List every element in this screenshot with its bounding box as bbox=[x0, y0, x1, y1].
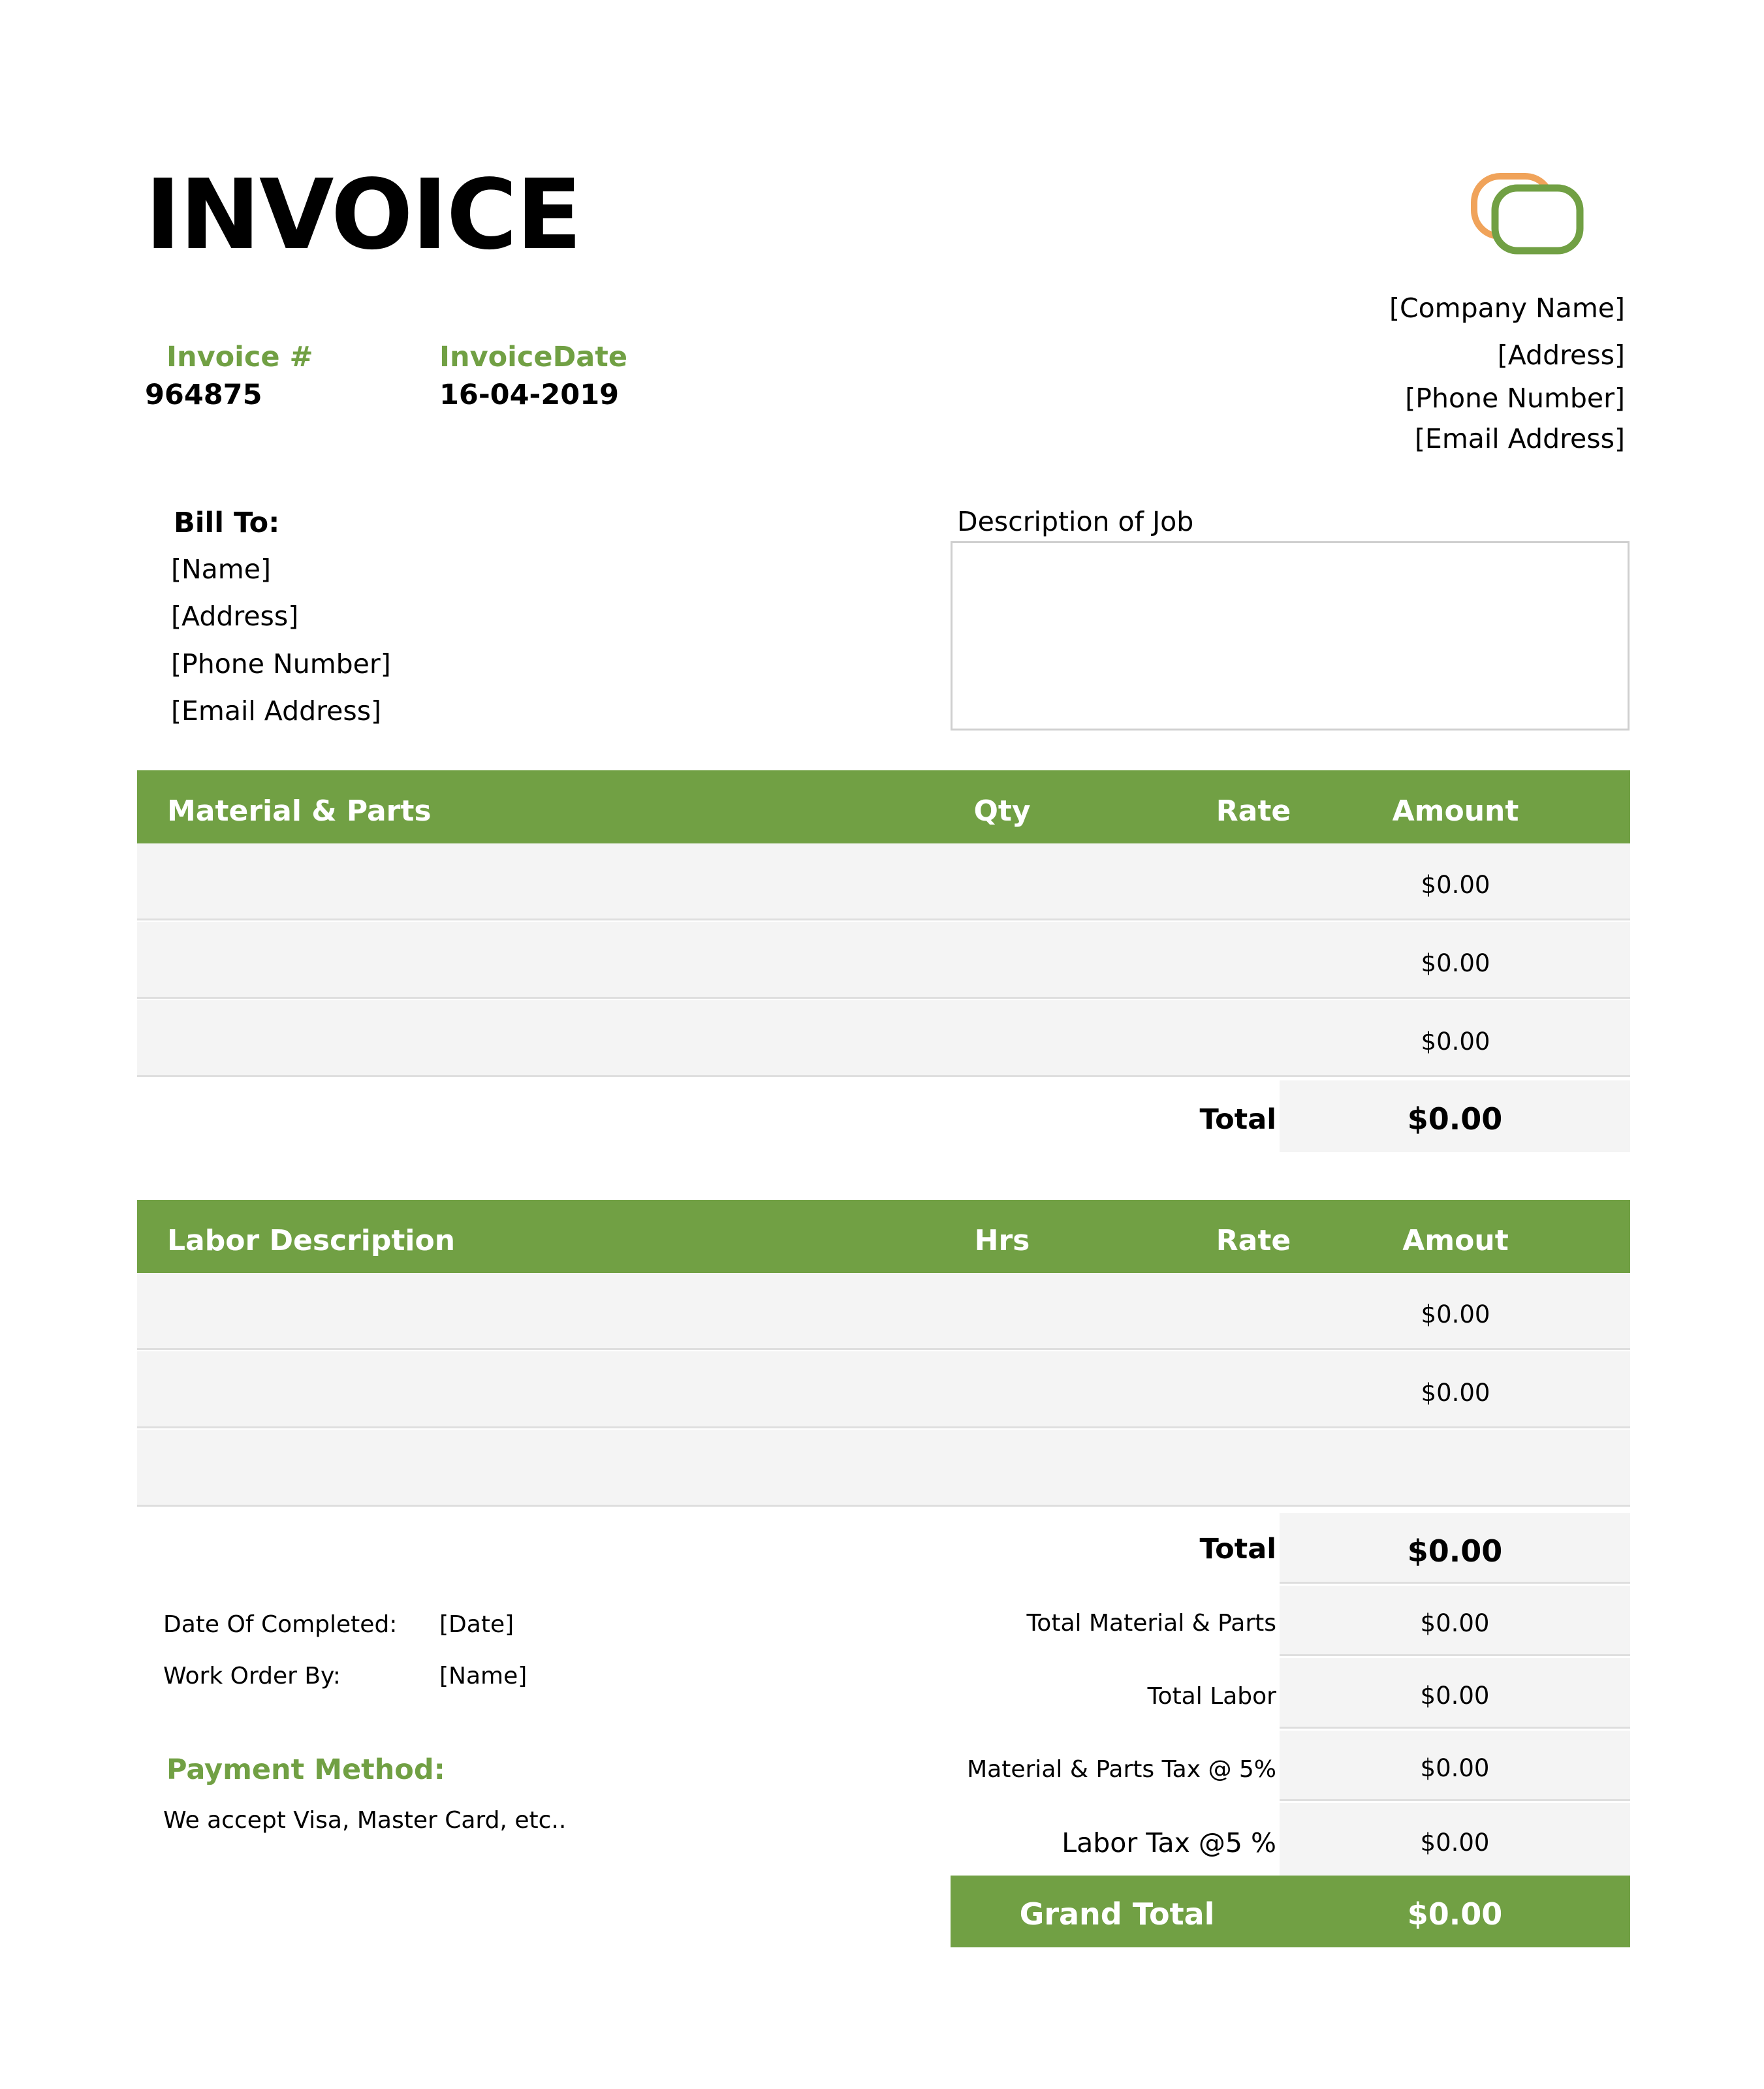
bill-to-label: Bill To: bbox=[174, 507, 280, 539]
company-phone: [Phone Number] bbox=[1405, 383, 1625, 414]
labor-header-amount: Amout bbox=[1402, 1224, 1509, 1257]
materials-header-rate: Rate bbox=[1216, 794, 1291, 828]
labor-header-hrs: Hrs bbox=[974, 1224, 1030, 1257]
labor-tax-label: Labor Tax @5 % bbox=[1062, 1827, 1276, 1859]
labor-total-label: Total bbox=[1199, 1533, 1276, 1565]
total-material-cell bbox=[1280, 1586, 1630, 1656]
grand-total-value: $0.00 bbox=[1407, 1896, 1503, 1932]
materials-total-label: Total bbox=[1199, 1103, 1276, 1136]
date-completed-label: Date Of Completed: bbox=[163, 1611, 398, 1638]
bill-to-name: [Name] bbox=[171, 554, 271, 585]
grand-total-bar bbox=[951, 1876, 1630, 1947]
job-description-box[interactable] bbox=[951, 541, 1630, 730]
labor-total: $0.00 bbox=[1407, 1533, 1503, 1569]
invoice-date-label: InvoiceDate bbox=[439, 341, 628, 373]
invoice-date: 16-04-2019 bbox=[439, 379, 620, 411]
labor-header-row bbox=[137, 1200, 1630, 1273]
labor-table bbox=[137, 1200, 1630, 1513]
materials-total-cell bbox=[1280, 1080, 1630, 1152]
work-order-label: Work Order By: bbox=[163, 1663, 341, 1689]
labor-row-amount: $0.00 bbox=[1421, 1379, 1490, 1407]
invoice-title: INVOICE bbox=[145, 159, 581, 271]
table-row[interactable] bbox=[137, 1351, 1630, 1428]
payment-method-label: Payment Method: bbox=[166, 1753, 445, 1786]
labor-row-amount: $0.00 bbox=[1421, 1300, 1490, 1328]
table-row[interactable] bbox=[137, 922, 1630, 999]
bill-to-address: [Address] bbox=[171, 601, 299, 632]
material-tax-value: $0.00 bbox=[1420, 1754, 1490, 1782]
table-row[interactable] bbox=[137, 1000, 1630, 1077]
total-labor-label: Total Labor bbox=[1147, 1683, 1276, 1710]
materials-row-amount: $0.00 bbox=[1421, 1028, 1490, 1056]
invoice-number: 964875 bbox=[145, 379, 262, 411]
labor-header-rate: Rate bbox=[1216, 1224, 1291, 1257]
job-description-label: Description of Job bbox=[957, 506, 1194, 537]
labor-tax-value: $0.00 bbox=[1420, 1829, 1490, 1857]
labor-tax-cell bbox=[1280, 1803, 1630, 1876]
work-order-value: [Name] bbox=[439, 1663, 528, 1689]
materials-header-amount: Amount bbox=[1392, 794, 1519, 828]
company-email: [Email Address] bbox=[1414, 423, 1625, 454]
materials-total: $0.00 bbox=[1407, 1101, 1503, 1137]
materials-row-amount: $0.00 bbox=[1421, 949, 1490, 977]
materials-header-qty: Qty bbox=[973, 794, 1031, 828]
table-row[interactable] bbox=[137, 1273, 1630, 1350]
company-address: [Address] bbox=[1497, 339, 1625, 371]
material-tax-cell bbox=[1280, 1731, 1630, 1801]
table-row[interactable] bbox=[137, 843, 1630, 920]
total-labor-value: $0.00 bbox=[1420, 1682, 1490, 1710]
bill-to-phone: [Phone Number] bbox=[171, 648, 391, 680]
labor-total-cell bbox=[1280, 1513, 1630, 1584]
bill-to-email: [Email Address] bbox=[171, 695, 382, 727]
total-material-value: $0.00 bbox=[1420, 1609, 1490, 1637]
total-material-label: Total Material & Parts bbox=[1026, 1610, 1276, 1637]
material-tax-label: Material & Parts Tax @ 5% bbox=[967, 1756, 1276, 1783]
company-name: [Company Name] bbox=[1389, 292, 1625, 324]
materials-header-item: Material & Parts bbox=[167, 794, 432, 828]
total-labor-cell bbox=[1280, 1658, 1630, 1729]
date-completed-value: [Date] bbox=[439, 1611, 514, 1638]
company-logo-icon bbox=[1469, 168, 1586, 260]
labor-header-item: Labor Description bbox=[167, 1224, 456, 1257]
payment-method-text: We accept Visa, Master Card, etc.. bbox=[163, 1807, 567, 1834]
table-row[interactable] bbox=[137, 1430, 1630, 1507]
materials-header-row bbox=[137, 770, 1630, 843]
materials-row-amount: $0.00 bbox=[1421, 871, 1490, 899]
grand-total-label: Grand Total bbox=[1019, 1896, 1215, 1932]
invoice-number-label: Invoice # bbox=[166, 341, 313, 373]
